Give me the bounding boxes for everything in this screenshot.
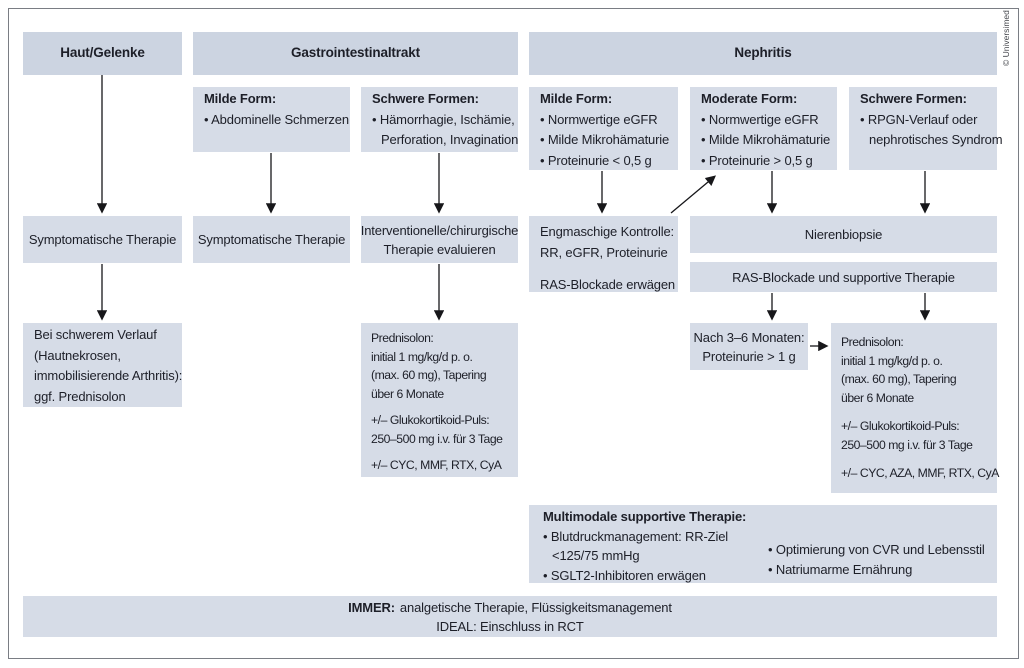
bullet-item: • SGLT2-Inhibitoren erwägen bbox=[543, 567, 706, 583]
box-neph-severe-form bbox=[849, 87, 1003, 170]
paragraph bbox=[371, 329, 515, 403]
bullet-item: • Natriumarme Ernährung bbox=[768, 562, 913, 577]
box-text: RAS-Blockade und supportive Therapie bbox=[732, 269, 955, 285]
box-text: 250–500 mg i.v. für 3 Tage bbox=[841, 437, 973, 452]
bullet-item: • Hämorrhagie, Ischämie, bbox=[372, 111, 515, 127]
box-text: Prednisolon: bbox=[841, 335, 904, 349]
bullet-item: • Proteinurie > 0,5 g bbox=[701, 152, 813, 168]
header-gastrointestinaltrakt bbox=[193, 32, 518, 75]
box-engmaschige-kontrolle bbox=[529, 216, 678, 292]
footer-text: analgetische Therapie, Flüssigkeitsmanagement bbox=[399, 599, 672, 615]
box-text: ggf. Prednisolon bbox=[34, 388, 126, 404]
box-text: Nierenbiopsie bbox=[804, 227, 883, 242]
footer-bold: IMMER: bbox=[348, 599, 395, 615]
bullet-item: • Normwertige eGFR bbox=[701, 111, 819, 127]
box-text: +/– Glukokortikoid-Puls: bbox=[841, 419, 960, 433]
box-neph-moderate-form bbox=[690, 87, 837, 170]
box-neph-prednisolon bbox=[831, 323, 997, 493]
box-title: Milde Form: bbox=[540, 91, 613, 106]
bullet-item-continued: <125/75 mmHg bbox=[552, 548, 640, 563]
paragraph bbox=[540, 275, 674, 296]
bullet-item: • Milde Mikrohämaturie bbox=[540, 132, 670, 147]
box-text: initial 1 mg/kg/d p. o. bbox=[371, 349, 473, 364]
box-immer-ideal bbox=[23, 596, 997, 637]
box-text: über 6 Monate bbox=[841, 390, 914, 405]
box-text: Prednisolon: bbox=[371, 331, 434, 345]
box-title: Multimodale supportive Therapie: bbox=[543, 509, 747, 524]
bullet-item: • Proteinurie < 0,5 g bbox=[540, 152, 652, 168]
bullet-item: • Abdominelle Schmerzen bbox=[204, 111, 349, 127]
box-text: RR, eGFR, Proteinurie bbox=[540, 244, 668, 260]
box-text: +/– CYC, MMF, RTX, CyA bbox=[371, 458, 502, 472]
box-text: initial 1 mg/kg/d p. o. bbox=[841, 353, 943, 368]
box-gi-mild-form bbox=[193, 87, 350, 152]
paragraph bbox=[540, 222, 674, 263]
box-gi-severe-form bbox=[361, 87, 518, 152]
bullet-item: • RPGN-Verlauf oder bbox=[860, 111, 978, 127]
header-label: Haut/Gelenke bbox=[60, 45, 145, 61]
multimodal-right-column bbox=[768, 540, 985, 580]
bullet-item: • Optimierung von CVR und Lebensstil bbox=[768, 542, 985, 557]
paragraph bbox=[371, 456, 515, 475]
paragraph bbox=[841, 333, 994, 407]
box-title: Moderate Form: bbox=[701, 91, 798, 106]
box-text: Engmaschige Kontrolle: bbox=[540, 224, 674, 239]
bullet-item: • Milde Mikrohämaturie bbox=[701, 132, 831, 147]
footer-line-1 bbox=[348, 598, 672, 617]
box-nierenbiopsie bbox=[690, 216, 997, 253]
box-text: +/– CYC, AZA, MMF, RTX, CyA bbox=[841, 466, 999, 480]
box-text: Therapie evaluieren bbox=[383, 241, 496, 257]
box-gi-intervention-therapy bbox=[361, 216, 518, 263]
paragraph bbox=[841, 417, 994, 454]
header-label: Gastrointestinaltrakt bbox=[291, 45, 420, 61]
box-text: Proteinurie > 1 g bbox=[702, 348, 796, 364]
box-text: über 6 Monate bbox=[371, 386, 444, 401]
box-text: (max. 60 mg), Tapering bbox=[841, 372, 957, 386]
paragraph bbox=[371, 411, 515, 448]
bullet-item: • Blutdruckmanagement: RR-Ziel bbox=[543, 528, 729, 544]
header-label: Nephritis bbox=[734, 45, 792, 61]
box-gi-symptomatic-therapy bbox=[193, 216, 350, 263]
box-text: (Hautnekrosen, bbox=[34, 347, 121, 363]
paragraph bbox=[841, 464, 999, 483]
box-multimodal-therapy bbox=[529, 505, 997, 583]
bullet-item: • Normwertige eGFR bbox=[540, 111, 658, 127]
box-text: +/– Glukokortikoid-Puls: bbox=[371, 413, 490, 427]
credit-universimed: © Universimed bbox=[1001, 10, 1011, 66]
header-haut-gelenke bbox=[23, 32, 182, 75]
box-text: RAS-Blockade erwägen bbox=[540, 277, 676, 292]
box-text: Bei schwerem Verlauf bbox=[34, 327, 157, 342]
box-text: Nach 3–6 Monaten: bbox=[693, 329, 805, 345]
bullet-item-continued: Perforation, Invagination bbox=[381, 132, 519, 147]
box-skin-symptomatic-therapy bbox=[23, 216, 182, 263]
bullet-item-continued: nephrotisches Syndrom bbox=[869, 132, 1003, 147]
box-skin-severe-course bbox=[23, 323, 182, 407]
box-gi-prednisolon bbox=[361, 323, 518, 477]
box-title: Milde Form: bbox=[204, 91, 277, 106]
box-text: Interventionelle/chirurgische bbox=[360, 222, 519, 238]
header-nephritis bbox=[529, 32, 997, 75]
box-text: Symptomatische Therapie bbox=[28, 232, 177, 247]
box-text: (max. 60 mg), Tapering bbox=[371, 368, 487, 382]
box-nach-monaten bbox=[690, 323, 808, 370]
box-neph-mild-form bbox=[529, 87, 678, 170]
box-title: Schwere Formen: bbox=[372, 91, 479, 106]
box-title: Schwere Formen: bbox=[860, 91, 967, 106]
box-text: immobilisierende Arthritis): bbox=[34, 368, 183, 383]
box-text: Symptomatische Therapie bbox=[197, 232, 346, 247]
footer-line-2: IDEAL: Einschluss in RCT bbox=[436, 618, 584, 634]
box-text: 250–500 mg i.v. für 3 Tage bbox=[371, 431, 503, 446]
box-ras-blockade bbox=[690, 262, 997, 292]
